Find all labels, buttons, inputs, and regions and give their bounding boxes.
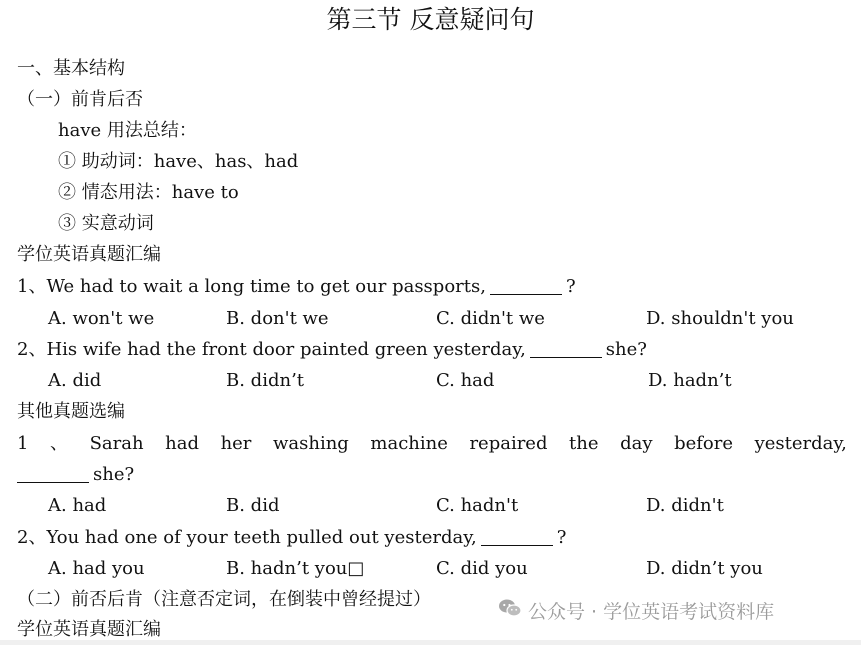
q1-option-b: B. don't we xyxy=(226,308,329,329)
q4-option-a: A. had you xyxy=(48,558,145,579)
question-4-suffix: ? xyxy=(556,527,567,548)
q3-word: repaired xyxy=(469,433,548,454)
have-use-auxiliary: ① 助动词：have、has、had xyxy=(58,151,299,172)
q3-word: day xyxy=(620,433,653,454)
answer-blank xyxy=(17,464,89,483)
question-1-text: 1、We had to wait a long time to get our passports, xyxy=(17,276,486,297)
question-4-text: 2、You had one of your teeth pulled out yesterday, xyxy=(17,527,477,548)
subsection-heading-affirmative-negative: （一）前肯后否 xyxy=(17,89,143,110)
watermark-text: 公众号 · 学位英语考试资料库 xyxy=(528,600,775,623)
section-heading-basic-structure: 一、基本结构 xyxy=(17,58,125,79)
heading-other-exam-questions: 其他真题选编 xyxy=(17,401,125,422)
q3-option-d: D. didn't xyxy=(646,495,724,516)
question-4 xyxy=(17,526,566,550)
q3-word: machine xyxy=(370,433,448,454)
have-usage-summary: have 用法总结： xyxy=(58,120,197,141)
page-title: 第三节 反意疑问句 xyxy=(326,5,535,34)
answer-blank xyxy=(481,527,553,546)
heading-degree-exam-questions: 学位英语真题汇编 xyxy=(17,244,161,265)
answer-blank xyxy=(530,339,602,358)
q2-option-d: D. hadn’t xyxy=(648,370,732,391)
heading-degree-exam-questions-2: 学位英语真题汇编 xyxy=(17,619,161,640)
q3-word: yesterday, xyxy=(754,433,847,454)
wechat-icon xyxy=(498,597,522,624)
q2-option-c: C. had xyxy=(436,370,495,391)
wechat-watermark xyxy=(498,597,774,623)
q3-word: the xyxy=(569,433,599,454)
question-2-text: 2、His wife had the front door painted green yesterday, xyxy=(17,339,526,360)
q3-word: 1 xyxy=(17,433,29,454)
q2-option-a: A. did xyxy=(48,370,102,391)
q3-word: her xyxy=(220,433,252,454)
q2-option-b: B. didn’t xyxy=(226,370,305,391)
q3-word: had xyxy=(165,433,199,454)
question-3-suffix: she? xyxy=(93,464,135,485)
bottom-edge-bar xyxy=(0,640,861,645)
question-1 xyxy=(17,275,576,299)
question-1-suffix: ? xyxy=(565,276,576,297)
q1-option-a: A. won't we xyxy=(48,308,155,329)
q1-option-d: D. shouldn't you xyxy=(646,308,794,329)
q3-word: before xyxy=(674,433,734,454)
question-3-continuation xyxy=(17,463,134,487)
have-use-notional: ③ 实意动词 xyxy=(58,213,154,234)
question-3-line xyxy=(17,432,847,456)
question-2 xyxy=(17,338,647,362)
q4-option-c: C. did you xyxy=(436,558,528,579)
q3-word: Sarah xyxy=(89,433,144,454)
q1-option-c: C. didn't we xyxy=(436,308,545,329)
subsection-heading-negative-affirmative: （二）前否后肯（注意否定词，在倒装中曾经提过） xyxy=(17,589,431,610)
q3-word: washing xyxy=(272,433,349,454)
q4-option-d: D. didn’t you xyxy=(646,558,763,579)
answer-blank xyxy=(490,276,562,295)
q3-option-c: C. hadn't xyxy=(436,495,519,516)
question-2-suffix: she? xyxy=(605,339,647,360)
q4-option-b: B. hadn’t you□ xyxy=(226,558,365,579)
have-use-modal: ② 情态用法：have to xyxy=(58,182,239,203)
q3-option-b: B. did xyxy=(226,495,280,516)
q3-option-a: A. had xyxy=(48,495,107,516)
q3-word: 、 xyxy=(50,433,69,454)
